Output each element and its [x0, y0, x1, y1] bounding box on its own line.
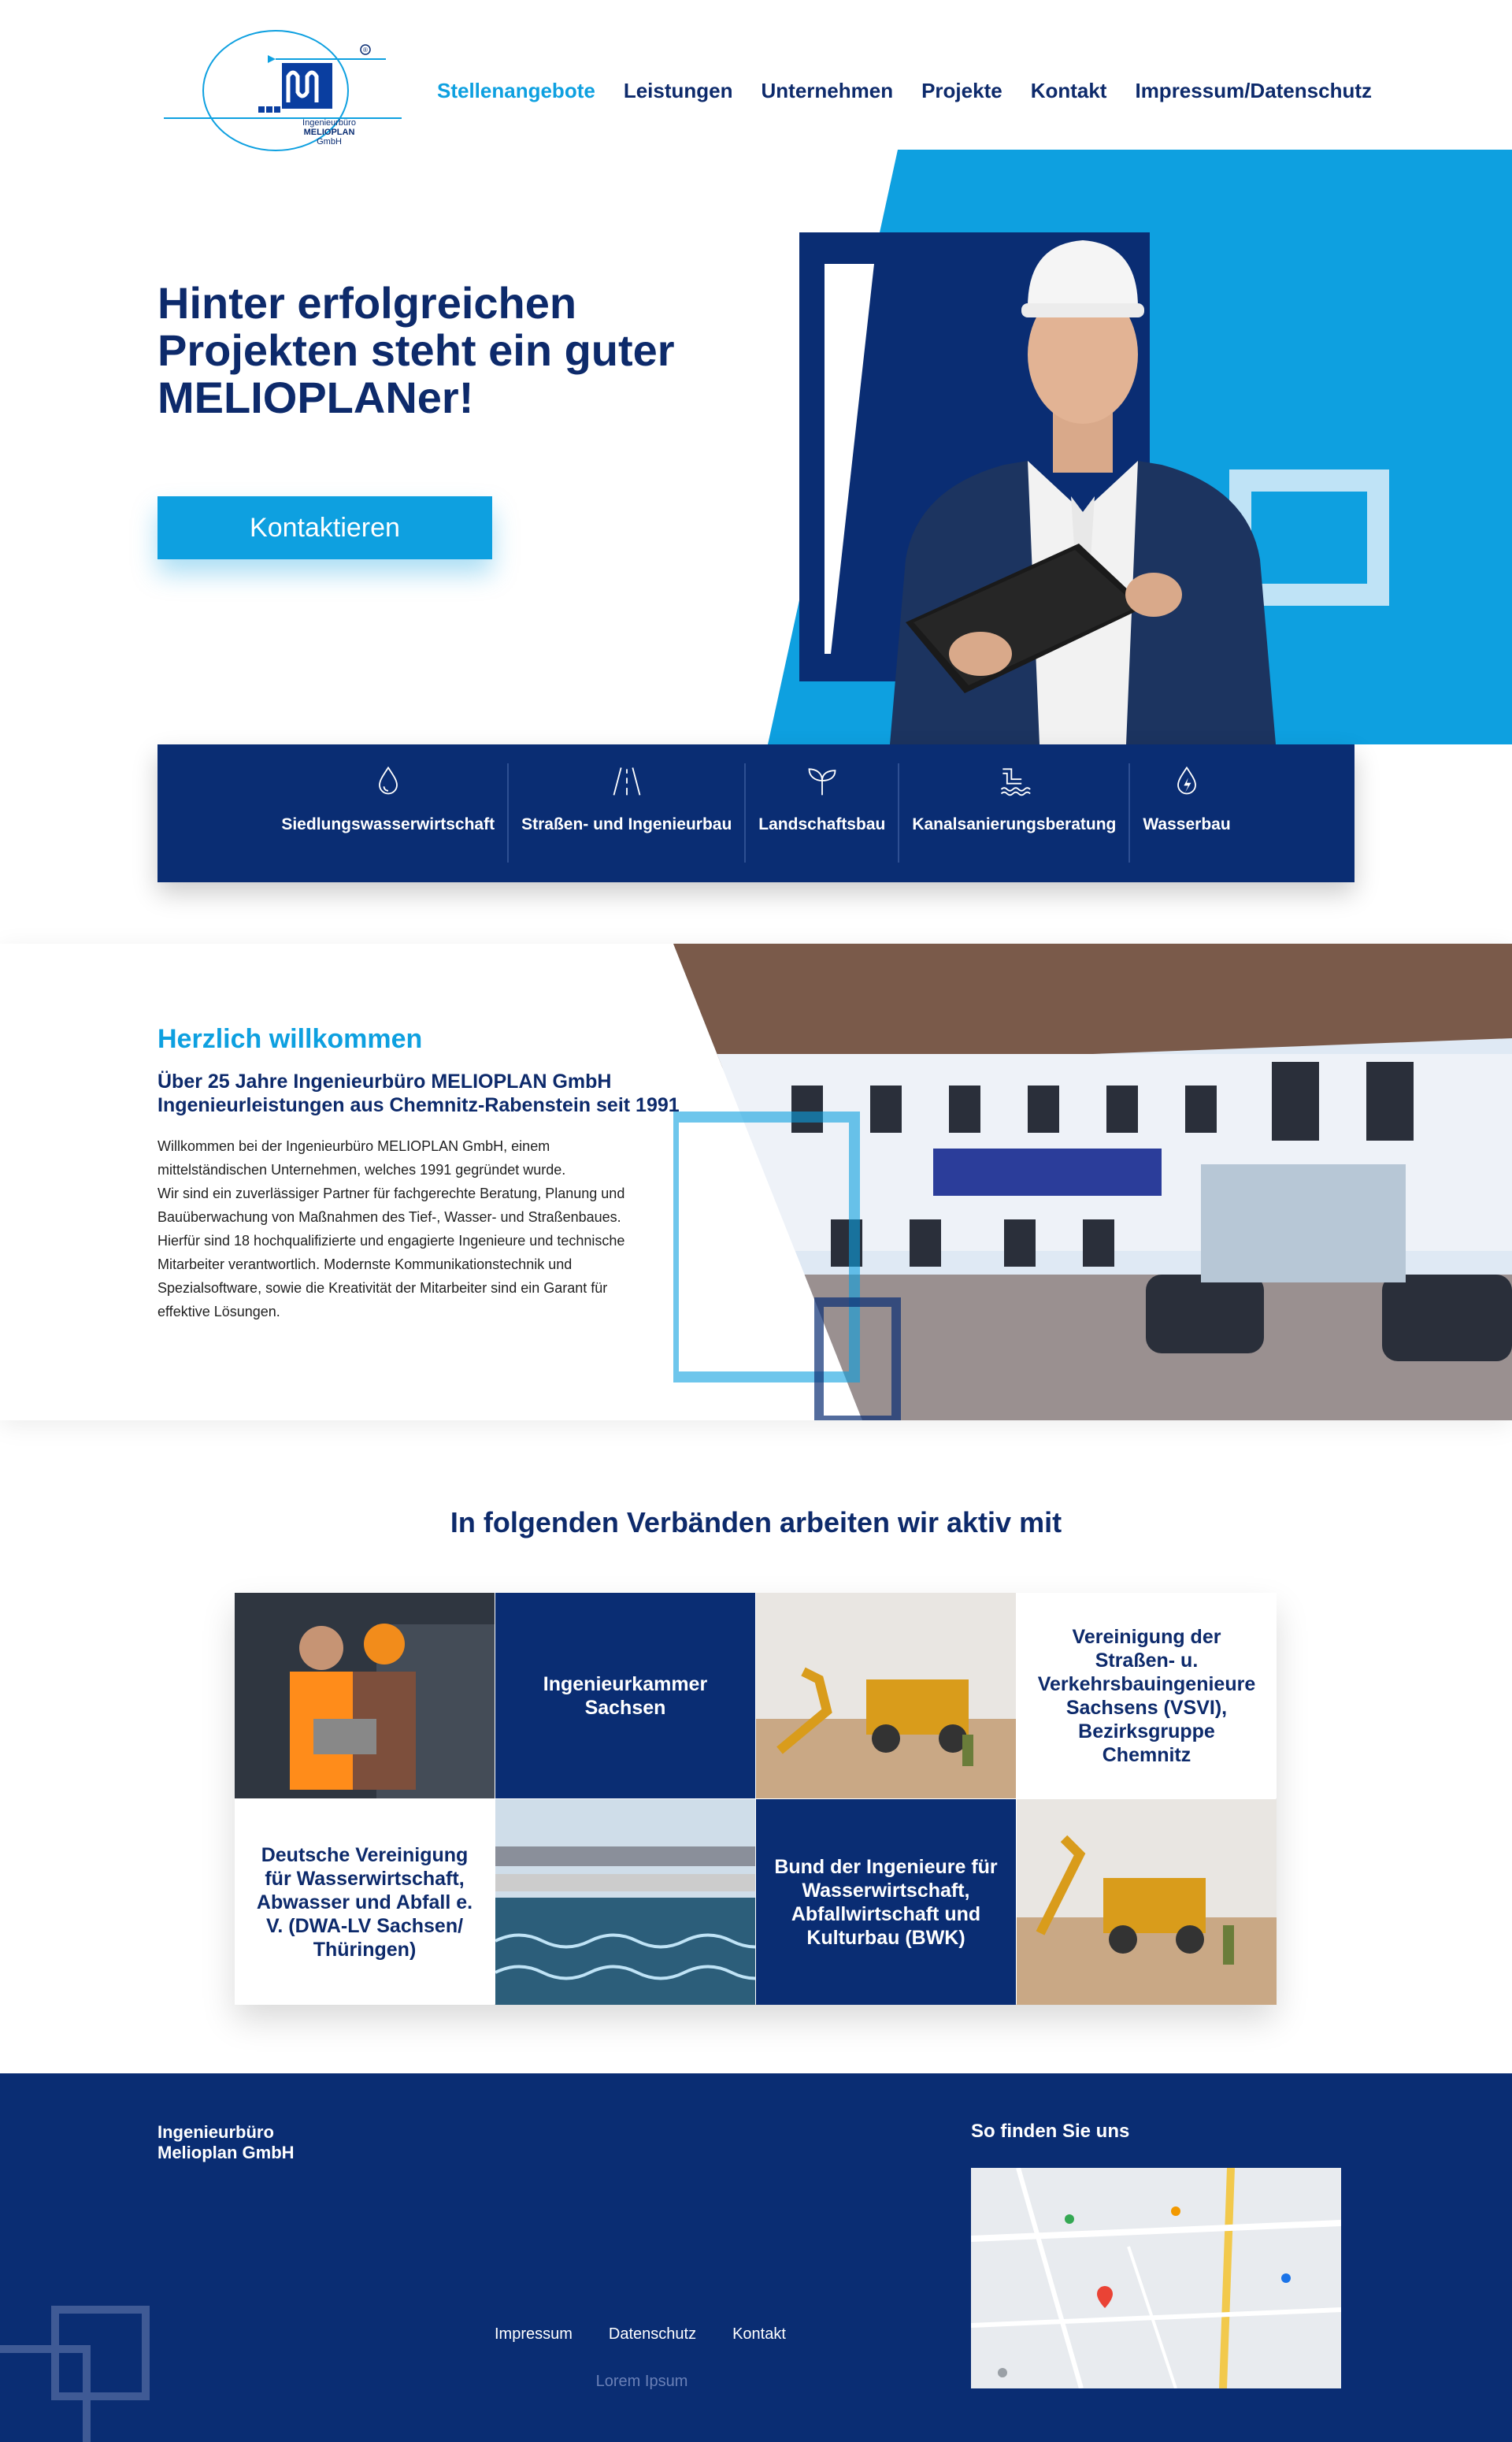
logo-line1: Ingenieurbüro [302, 118, 356, 128]
assoc-ingenieurkammer[interactable]: Ingenieurkammer Sachsen [495, 1593, 755, 1798]
footer [0, 2073, 1512, 2442]
welcome-subtitle: Über 25 Jahre Ingenieurbüro MELIOPLAN GmbH Ingenieurleistungen aus Chemnitz-Rabenstein seit 1991 [158, 1071, 680, 1116]
hydro-power-icon [1168, 763, 1206, 798]
water-drop-icon [369, 763, 407, 798]
main-navigation [437, 79, 1372, 103]
service-strassenbau[interactable] [509, 763, 746, 863]
footer-link-datenschutz[interactable]: Datenschutz [608, 2325, 697, 2343]
office-building-photo [673, 944, 1512, 1420]
nav-kontakt[interactable]: Kontakt [1030, 79, 1107, 102]
logo-line3: GmbH [317, 137, 342, 147]
welcome-body: Willkommen bei der Ingenieurbüro MELIOPLAN GmbH, einem mittelständischen Unternehmen, welches 1991 gegründet wurde. Wir sind ein zuverlässiger Partner für fachgerechte Beratung, Planung und Bauüberwachung von Maßnahmen des Tief-, Wasser- und Straßenbaues. Hierfür sind 18 hochqualifizierte und engagierte Ingenieure und technische Mitarbeiter verantwortlich. Modernste Kommunikationstechnik und Spezialsoftware, sowie die Kreativität der Mitarbeiter sind ein Garant für effektive Lösungen. [158, 1138, 625, 1319]
excavator-photo [756, 1593, 1016, 1798]
service-label: Kanalsanierungsberatung [912, 815, 1117, 833]
assoc-vsvi[interactable]: Vereinigung der Straßen- u. Verkehrsbauingenieure Sachsens (VSVI), Bezirksgruppe Chemnitz [1017, 1593, 1277, 1798]
service-kanalsanierungsberatung[interactable] [899, 763, 1130, 863]
nav-projekte[interactable]: Projekte [921, 79, 1002, 102]
service-label: Wasserbau [1143, 815, 1231, 833]
footer-link-kontakt[interactable]: Kontakt [732, 2325, 786, 2343]
footer-links [495, 2325, 786, 2344]
workers-photo [235, 1593, 495, 1798]
hero-title: Hinter erfolgreichen Projekten steht ein guter MELIOPLANer! [158, 278, 675, 422]
company-logo[interactable] [158, 28, 410, 154]
location-map[interactable] [971, 2168, 1341, 2388]
contact-button[interactable]: Kontaktieren [158, 496, 492, 559]
footer-copyright: Lorem Ipsum [595, 2373, 688, 2390]
associations-title: In folgenden Verbänden arbeiten wir aktiv mit [450, 1506, 1062, 1538]
road-icon [608, 763, 646, 798]
water-treatment-photo [495, 1799, 755, 2005]
nav-leistungen[interactable]: Leistungen [623, 79, 733, 102]
footer-find-us-title: So finden Sie uns [971, 2121, 1130, 2142]
registered-mark: ® [363, 46, 368, 54]
decorative-squares [0, 2302, 158, 2442]
welcome-title: Herzlich willkommen [158, 1024, 423, 1054]
services-bar [158, 744, 1354, 882]
service-label: Landschaftsbau [758, 815, 886, 833]
sprout-icon [803, 763, 841, 798]
footer-link-impressum[interactable]: Impressum [495, 2325, 573, 2343]
associations-grid [235, 1593, 1276, 2004]
service-wasserbau[interactable] [1130, 763, 1243, 863]
excavator-photo-2 [1017, 1799, 1277, 2005]
hero-image [768, 150, 1512, 744]
logo-line2: MELIOPLAN [303, 128, 355, 137]
sewer-pipe-icon [995, 763, 1033, 798]
service-siedlungswasserwirtschaft[interactable] [269, 763, 509, 863]
service-label: Siedlungswasserwirtschaft [281, 815, 495, 833]
assoc-dwa[interactable]: Deutsche Vereinigung für Wasserwirtschaft, Abwasser und Abfall e. V. (DWA-LV Sachsen/ Thüringen) [235, 1799, 495, 2005]
nav-stellenangebote[interactable]: Stellenangebote [437, 79, 595, 102]
nav-unternehmen[interactable]: Unternehmen [761, 79, 894, 102]
assoc-bwk[interactable]: Bund der Ingenieure für Wasserwirtschaft, Abfallwirtschaft und Kulturbau (BWK) [756, 1799, 1016, 2005]
nav-impressum-datenschutz[interactable]: Impressum/Datenschutz [1135, 79, 1372, 102]
service-landschaftsbau[interactable] [746, 763, 899, 863]
service-label: Straßen- und Ingenieurbau [521, 815, 732, 833]
footer-company-name: Ingenieurbüro Melioplan GmbH [158, 2122, 295, 2162]
